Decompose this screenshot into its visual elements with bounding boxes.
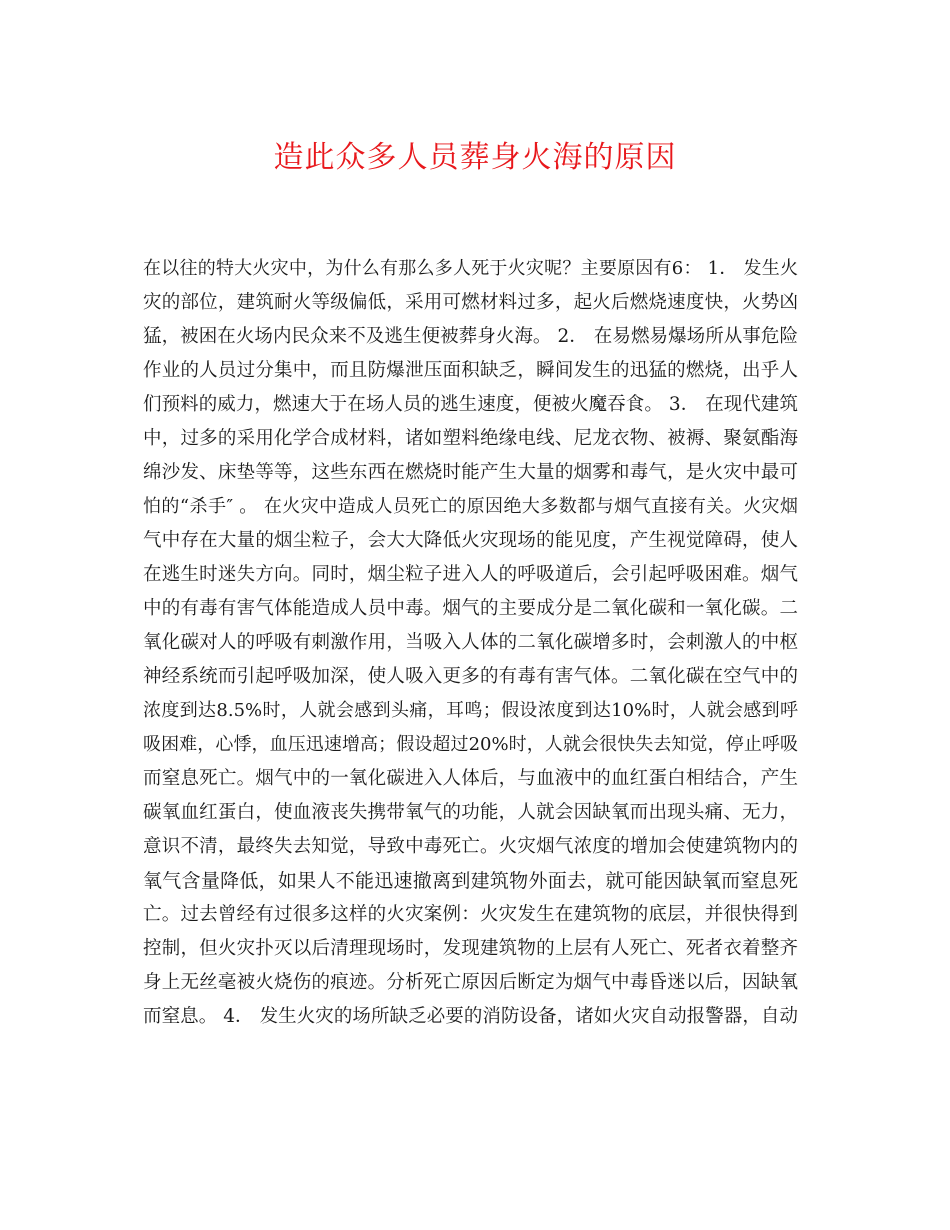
- body-line: 氧化碳对人的呼吸有刺激作用，当吸入人体的二氧化碳增多时，会刺激人的中枢: [143, 632, 798, 653]
- body-line: 中，过多的采用化学合成材料，诸如塑料绝缘电线、尼龙衣物、被褥、聚氨酯海: [143, 428, 798, 449]
- body-line: 们预料的威力，燃速大于在场人员的逃生速度，便被火魔吞食。 3． 在现代建筑: [143, 394, 798, 415]
- body-line: 在以往的特大火灾中，为什么有那么多人死于火灾呢？主要原因有6： 1． 发生火: [143, 258, 798, 279]
- body-line: 而窒息。 4． 发生火灾的场所缺乏必要的消防设备，诸如火灾自动报警器，自动: [143, 1006, 798, 1027]
- body-line: 而窒息死亡。烟气中的一氧化碳进入人体后，与血液中的血红蛋白相结合，产生: [143, 768, 798, 789]
- body-line: 绵沙发、床垫等等，这些东西在燃烧时能产生大量的烟雾和毒气，是火灾中最可: [143, 462, 798, 483]
- body-line: 气中存在大量的烟尘粒子，会大大降低火灾现场的能见度，产生视觉障碍，使人: [143, 530, 798, 551]
- body-line: 意识不清，最终失去知觉，导致中毒死亡。火灾烟气浓度的增加会使建筑物内的: [143, 836, 798, 857]
- body-line: 作业的人员过分集中，而且防爆泄压面积缺乏，瞬间发生的迅猛的燃烧，出乎人: [143, 360, 798, 381]
- body-line: 浓度到达8.5%时，人就会感到头痛，耳鸣；假设浓度到达10%时，人就会感到呼: [143, 700, 798, 721]
- document-body: [143, 252, 798, 1034]
- body-line: 猛，被困在火场内民众来不及逃生便被葬身火海。 2． 在易燃易爆场所从事危险: [143, 326, 798, 347]
- body-line: 身上无丝毫被火烧伤的痕迹。分析死亡原因后断定为烟气中毒昏迷以后，因缺氧: [143, 972, 798, 993]
- body-line: 控制，但火灾扑灭以后清理现场时，发现建筑物的上层有人死亡、死者衣着整齐: [143, 938, 798, 959]
- body-line: 氧气含量降低，如果人不能迅速撤离到建筑物外面去，就可能因缺氧而窒息死: [143, 870, 798, 892]
- document-title: 造此众多人员葬身火海的原因: [273, 140, 677, 175]
- body-line: 灾的部位，建筑耐火等级偏低，采用可燃材料过多，起火后燃烧速度快，火势凶: [143, 292, 798, 313]
- body-line: 在逃生时迷失方向。同时，烟尘粒子进入人的呼吸道后，会引起呼吸困难。烟气: [143, 564, 798, 585]
- body-line: 神经系统而引起呼吸加深，使人吸入更多的有毒有害气体。二氧化碳在空气中的: [143, 666, 798, 687]
- body-line: 碳氧血红蛋白，使血液丧失携带氧气的功能，人就会因缺氧而出现头痛、无力，: [143, 802, 798, 823]
- body-line: 亡。过去曾经有过很多这样的火灾案例：火灾发生在建筑物的底层，并很快得到: [143, 904, 798, 925]
- body-line: 中的有毒有害气体能造成人员中毒。烟气的主要成分是二氧化碳和一氧化碳。二: [143, 598, 798, 619]
- body-line: 吸困难，心悸，血压迅速增高；假设超过20%时，人就会很快失去知觉，停止呼吸: [143, 734, 798, 755]
- body-line: 怕的“杀手″ 。 在火灾中造成人员死亡的原因绝大多数都与烟气直接有关。火灾烟: [143, 496, 798, 517]
